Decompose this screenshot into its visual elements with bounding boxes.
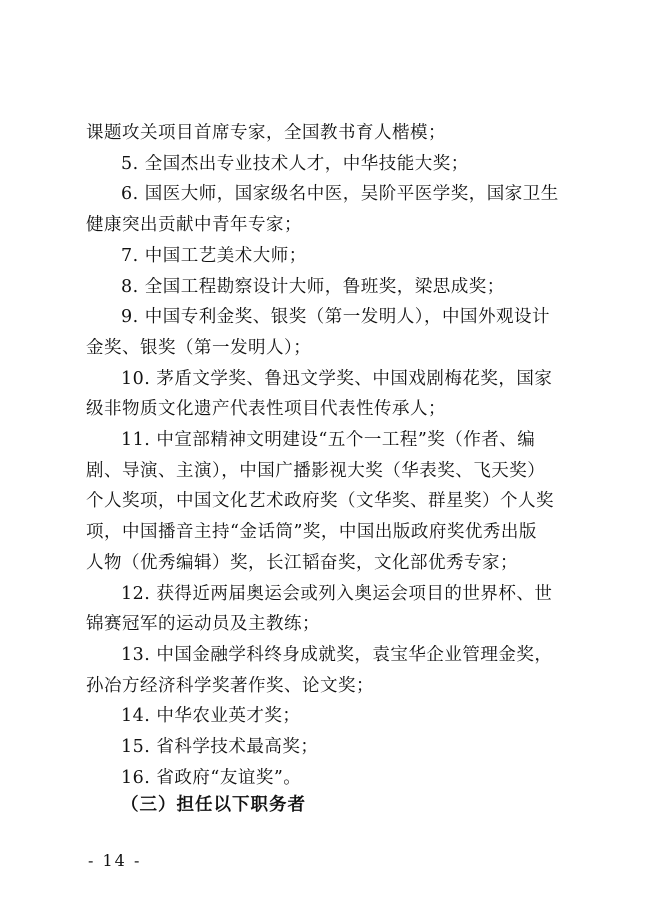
text-line-17: 锦赛冠军的运动员及主教练；	[86, 614, 320, 635]
text-line-21: 15. 省科学技术最高奖；	[121, 737, 319, 757]
text-line-1: 课题攻关项目首席专家，全国教书育人楷模；	[86, 123, 446, 143]
text-line-5: 7. 中国工艺美术大师；	[121, 245, 307, 266]
text-line-10: 级非物质文化遗产代表性项目代表性传承人；	[86, 399, 446, 420]
text-line-7: 9. 中国专利金奖、银奖（第一发明人），中国外观设计	[121, 307, 551, 328]
section-heading: （三）担任以下职务者	[121, 795, 306, 815]
text-line-11: 11. 中宣部精神文明建设“五个一工程”奖（作者、编	[121, 430, 536, 450]
text-line-8: 金奖、银奖（第一发明人）；	[86, 337, 312, 358]
text-line-18: 13. 中国金融学科终身成就奖，袁宝华企业管理金奖，	[121, 644, 553, 665]
text-line-3: 6. 国医大师，国家级名中医，吴阶平医学奖，国家卫生	[121, 184, 559, 205]
text-line-9: 10. 茅盾文学奖、鲁迅文学奖、中国戏剧梅花奖，国家	[121, 368, 553, 389]
text-line-4: 健康突出贡献中青年专家；	[86, 215, 302, 236]
text-line-12: 剧、导演、主演），中国广播影视大奖（华表奖、飞天奖）	[86, 460, 546, 481]
text-line-14: 项，中国播音主持“金话筒”奖，中国出版政府奖优秀出版	[86, 522, 537, 543]
text-line-13: 个人奖项，中国文化艺术政府奖（文华奖、群星奖）个人奖	[86, 491, 554, 512]
text-line-15: 人物（优秀编辑）奖，长江韬奋奖，文化部优秀专家；	[86, 552, 518, 573]
text-line-6: 8. 全国工程勘察设计大师，鲁班奖，梁思成奖；	[121, 276, 505, 297]
text-line-2: 5. 全国杰出专业技术人才，中华技能大奖；	[121, 153, 469, 174]
text-line-19: 孙冶方经济科学奖著作奖、论文奖；	[86, 675, 374, 696]
text-line-20: 14. 中华农业英才奖；	[121, 706, 301, 727]
text-line-22: 16. 省政府“友谊奖”。	[121, 767, 302, 788]
page-number: - 14 -	[88, 851, 142, 870]
text-line-16: 12. 获得近两届奥运会或列入奥运会项目的世界杯、世	[121, 583, 553, 604]
